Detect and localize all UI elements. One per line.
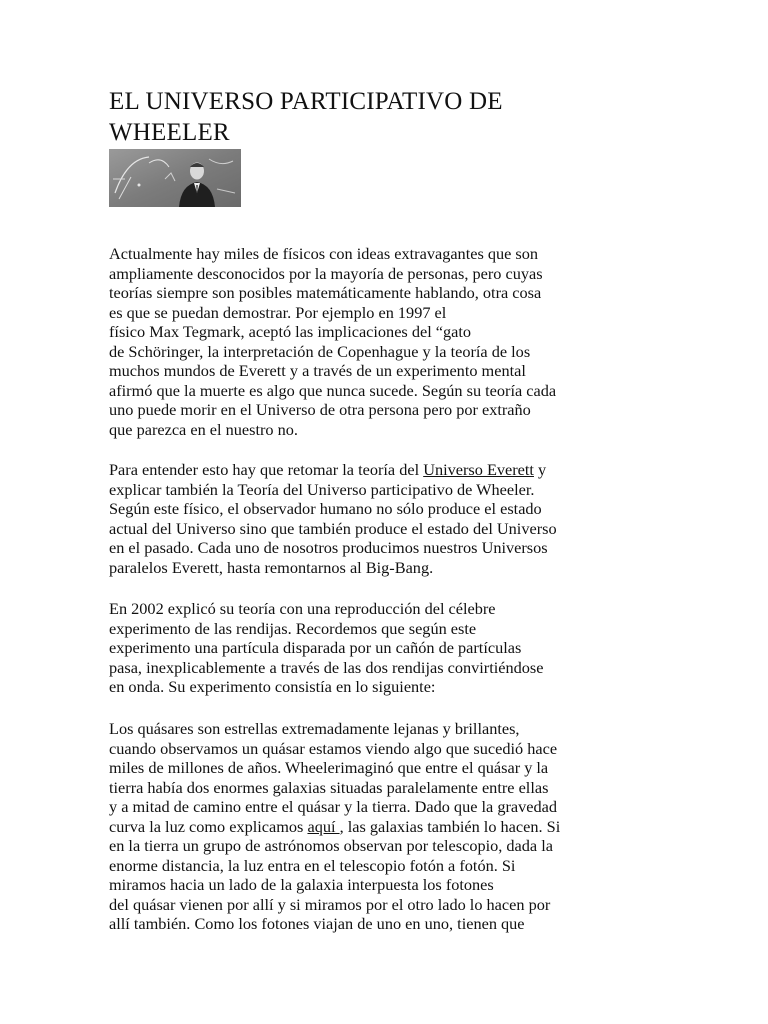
text-line: explicar también la Teoría del Universo participativo de Wheeler. — [109, 479, 535, 499]
text-line — [109, 460, 669, 480]
article-title — [109, 86, 669, 148]
text-line: en el pasado. Cada uno de nosotros producimos nuestros Universos — [109, 538, 548, 557]
title-line: EL UNIVERSO PARTICIPATIVO DE — [109, 88, 503, 115]
paragraph-intro — [109, 244, 669, 439]
aqui-link[interactable]: aquí — [307, 816, 340, 836]
text-line: Actualmente hay miles de físicos con ideas extravagantes que son — [109, 244, 539, 263]
paragraph-everett — [109, 460, 669, 577]
text-line: tierra había dos enormes galaxias situadas paralelamente entre ellas — [109, 777, 549, 797]
text-line: en la tierra un grupo de astrónomos observan por telescopio, dada la — [109, 836, 553, 855]
text-line: teorías siempre son posibles matemáticamente hablando, otra cosa — [109, 283, 542, 302]
text-fragment: , las galaxias también lo hacen. Si — [339, 816, 561, 836]
text-line: es que se puedan demostrar. Por ejemplo en 1997 el — [109, 302, 447, 322]
portrait-photo-graphic — [109, 149, 241, 207]
text-line: pasa, inexplicablemente a través de las dos rendijas convirtiéndose — [109, 657, 544, 677]
text-line: cuando observamos un quásar estamos viendo algo que sucedió hace — [109, 738, 558, 758]
paragraph-quasars — [109, 719, 669, 934]
text-line: ampliamente desconocidos por la mayoría de personas, pero cuyas — [109, 263, 543, 283]
text-line: actual del Universo sino que también produce el estado del Universo — [109, 518, 557, 538]
text-line: en onda. Su experimento consistía en lo siguiente: — [109, 677, 436, 696]
text-line: que parezca en el nuestro no. — [109, 419, 298, 439]
paragraph-experiment — [109, 599, 669, 697]
text-line: miramos hacia un lado de la galaxia interpuesta los fotones — [109, 875, 494, 894]
universo-everett-link[interactable]: Universo Everett — [423, 460, 534, 479]
text-line: paralelos Everett, hasta remontarnos al Big-Bang. — [109, 557, 434, 577]
text-line: y a mitad de camino entre el quásar y la tierra. Dado que la gravedad — [109, 797, 557, 816]
text-line: experimento una partícula disparada por un cañón de partículas — [109, 638, 522, 657]
portrait-photo — [109, 149, 241, 207]
text-line: Los quásares son estrellas extremadamente lejanas y brillantes, — [109, 719, 520, 738]
text-line: afirmó que la muerte es algo que nunca sucede. Según su teoría cada — [109, 380, 557, 400]
text-line: de Schöringer, la interpretación de Copenhague y la teoría de los — [109, 341, 531, 361]
text-fragment: Para entender esto hay que retomar la teoría del — [109, 460, 424, 479]
text-line: Según este físico, el observador humano no sólo produce el estado — [109, 499, 542, 518]
text-line: muchos mundos de Everett y a través de un experimento mental — [109, 361, 526, 380]
text-line: del quásar vienen por allí y si miramos por el otro lado lo hacen por — [109, 894, 551, 914]
text-fragment: curva la luz como explicamos — [109, 816, 308, 836]
text-line: enorme distancia, la luz entra en el telescopio fotón a fotón. Si — [109, 855, 516, 875]
text-line: experimento de las rendijas. Recordemos que según este — [109, 618, 477, 638]
text-line — [109, 817, 669, 837]
text-line: allí también. Como los fotones viajan de uno en uno, tienen que — [109, 914, 525, 933]
text-line: miles de millones de años. Wheelerimaginó que entre el quásar y la — [109, 758, 549, 777]
title-line: WHEELER — [109, 119, 230, 146]
text-line: físico Max Tegmark, aceptó las implicaciones del “gato — [109, 322, 472, 341]
text-line: uno puede morir en el Universo de otra persona pero por extraño — [109, 400, 531, 419]
text-line: En 2002 explicó su teoría con una reproducción del célebre — [109, 599, 496, 618]
text-fragment: y — [533, 460, 547, 479]
